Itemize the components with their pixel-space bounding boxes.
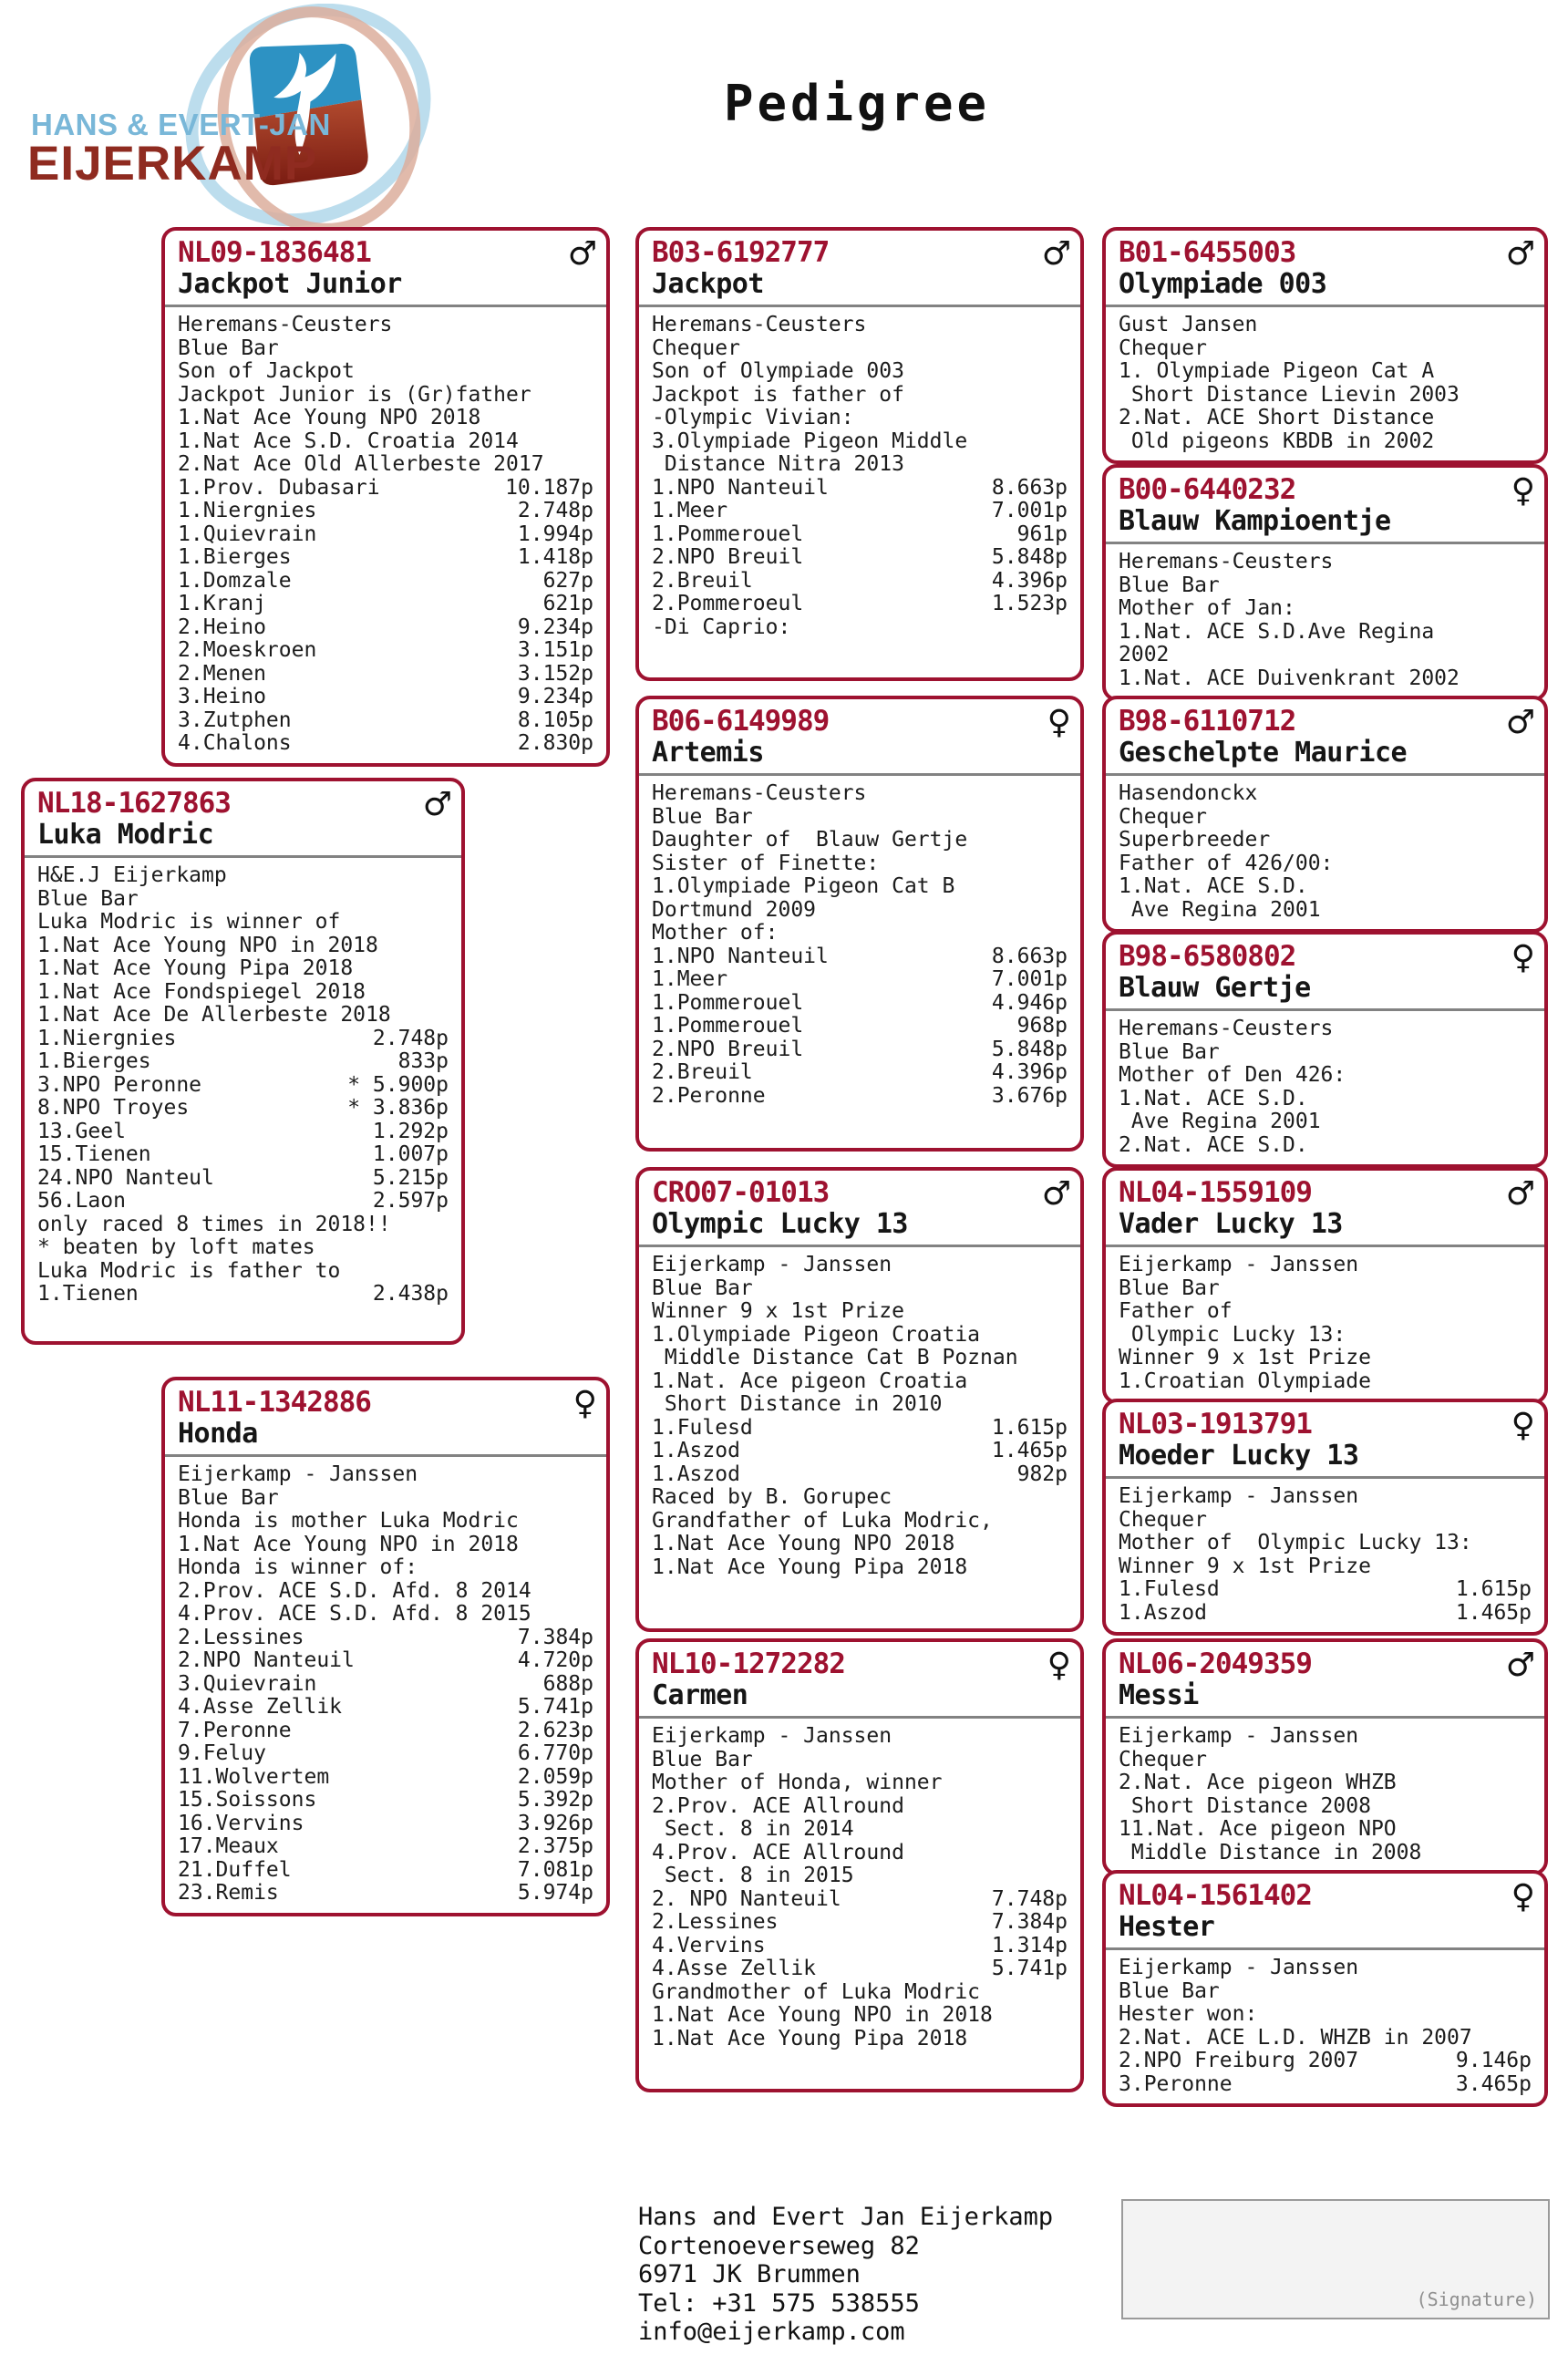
detail-line: Eijerkamp - Janssen: [1119, 1956, 1359, 1979]
pigeon-name: Blauw Kampioentje: [1119, 505, 1391, 537]
result-line: 2.Moeskroen 3.151p: [178, 638, 593, 662]
detail-line: 1.Nat Ace Fondspiegel 2018: [37, 979, 366, 1004]
box-jackpot: [635, 227, 1084, 681]
ring-number: B06-6149989: [652, 705, 830, 738]
pigeon-details: [178, 1457, 593, 1906]
ring-number: B98-6580802: [1119, 940, 1296, 973]
result-line: 1.Prov. Dubasari 10.187p: [178, 475, 593, 500]
result-line: 1.Niergnies 2.748p: [37, 1026, 449, 1050]
detail-line: Luka Modric is father to: [37, 1258, 341, 1283]
result-line: 3.NPO Peronne * 5.900p: [37, 1072, 449, 1097]
male-icon: ♂: [567, 235, 597, 273]
pigeon-name: Luka Modric: [37, 819, 214, 851]
detail-line: Heremans-Ceusters: [652, 781, 867, 805]
result-line: 1.Bierges 833p: [37, 1049, 449, 1073]
detail-line: Winner 9 x 1st Prize: [652, 1299, 904, 1323]
pigeon-name: Carmen: [652, 1679, 748, 1711]
result-line: 2.NPO Nanteuil 4.720p: [178, 1648, 593, 1672]
result-line: 13.Geel 1.292p: [37, 1119, 449, 1143]
ring-number: NL06-2049359: [1119, 1647, 1312, 1680]
male-icon: ♂: [1505, 235, 1535, 273]
result-line: 2.NPO Breuil 5.848p: [652, 1037, 1068, 1061]
result-line: 2.Breuil 4.396p: [652, 568, 1068, 593]
pigeon-name: Jackpot Junior: [178, 268, 402, 300]
contact-line: Hans and Evert Jan Eijerkamp: [638, 2203, 1054, 2231]
detail-line: Son of Olympiade 003: [652, 359, 904, 383]
detail-line: 1.Nat Ace Young Pipa 2018: [652, 1555, 968, 1579]
box-hester: [1102, 1870, 1548, 2107]
result-line: 1.Pommerouel 4.946p: [652, 990, 1068, 1015]
box-header: [25, 785, 461, 858]
detail-line: Father of: [1119, 1299, 1233, 1323]
detail-line: Sister of Finette:: [652, 851, 880, 875]
pigeon-details: [1119, 1950, 1532, 2096]
pigeon-name: Messi: [1119, 1679, 1199, 1711]
female-icon: ♀: [1511, 1407, 1535, 1444]
result-line: 1.Meer 7.001p: [652, 499, 1068, 522]
female-icon: ♀: [1511, 1878, 1535, 1916]
logo-line2: EIJERKAMP: [27, 137, 318, 191]
ring-number: B01-6455003: [1119, 236, 1296, 269]
contact-line: info@eijerkamp.com: [638, 2318, 905, 2346]
detail-line: Sect. 8 in 2015: [652, 1864, 854, 1887]
ring-number: NL09-1836481: [178, 236, 371, 269]
detail-line: * beaten by loft mates: [37, 1235, 315, 1259]
result-line: 1.Aszod 1.465p: [1119, 1600, 1532, 1625]
detail-line: 4.Prov. ACE Allround: [652, 1840, 904, 1864]
ring-number: B03-6192777: [652, 236, 830, 269]
box-carmen: [635, 1638, 1084, 2092]
detail-line: Short Distance 2008: [1119, 1793, 1371, 1818]
result-line: 1.Pommerouel 968p: [652, 1014, 1068, 1038]
detail-line: 1.Nat Ace Young NPO 2018: [652, 1532, 955, 1555]
contact-line: Cortenoeverseweg 82: [638, 2231, 920, 2260]
female-icon: ♀: [1511, 472, 1535, 510]
box-artemis: [635, 696, 1084, 1152]
detail-line: 1.Nat Ace S.D. Croatia 2014: [178, 429, 519, 453]
ring-number: NL11-1342886: [178, 1386, 371, 1419]
result-line: 7.Peronne 2.623p: [178, 1718, 593, 1742]
pigeon-name: Olympiade 003: [1119, 268, 1327, 300]
result-line: 1.Pommerouel 961p: [652, 522, 1068, 546]
detail-line: Mother of Honda, winner: [652, 1771, 943, 1794]
detail-line: 4.Prov. ACE S.D. Afd. 8 2015: [178, 1602, 531, 1626]
detail-line: Chequer: [1119, 1747, 1207, 1771]
result-line: 2.Menen 3.152p: [178, 661, 593, 686]
result-line: 24.NPO Nanteul 5.215p: [37, 1165, 449, 1190]
pigeon-details: [1119, 544, 1532, 690]
detail-line: Mother of Den 426:: [1119, 1063, 1346, 1087]
pigeon-name: Hester: [1119, 1911, 1215, 1943]
detail-line: Sect. 8 in 2014: [652, 1817, 854, 1841]
eijerkamp-logo: [7, 4, 445, 237]
result-line: 4.Asse Zellik 5.741p: [178, 1695, 593, 1719]
pigeon-details: [652, 776, 1068, 1108]
result-line: 4.Chalons 2.830p: [178, 731, 593, 755]
result-line: 3.Zutphen 8.105p: [178, 708, 593, 732]
detail-line: Hester won:: [1119, 2002, 1258, 2026]
result-line: 56.Laon 2.597p: [37, 1189, 449, 1213]
box-header: [1106, 1406, 1544, 1479]
detail-line: Eijerkamp - Janssen: [1119, 1253, 1359, 1276]
result-line: 9.Feluy 6.770p: [178, 1741, 593, 1765]
detail-line: Father of 426/00:: [1119, 851, 1334, 875]
pigeon-details: [178, 307, 593, 756]
detail-line: 1.Croatian Olympiade: [1119, 1369, 1371, 1393]
result-line: 21.Duffel 7.081p: [178, 1857, 593, 1882]
result-line: 11.Wolvertem 2.059p: [178, 1764, 593, 1789]
box-header: [1106, 1174, 1544, 1247]
box-blauw-gertje: [1102, 931, 1548, 1168]
result-line: 16.Vervins 3.926p: [178, 1811, 593, 1835]
detail-line: 1.Nat Ace Young NPO 2018: [178, 406, 481, 429]
result-line: 2.Breuil 4.396p: [652, 1060, 1068, 1084]
contact-line: 6971 JK Brummen: [638, 2260, 861, 2288]
pigeon-details: [1119, 307, 1532, 453]
detail-line: 2002: [1119, 643, 1170, 666]
detail-line: Blue Bar: [1119, 573, 1220, 597]
result-line: 2. NPO Nanteuil 7.748p: [652, 1886, 1068, 1911]
box-header: [1106, 1877, 1544, 1950]
box-geschelpte-maurice: [1102, 696, 1548, 933]
pigeon-details: [1119, 1719, 1532, 1864]
result-line: 2.Peronne 3.676p: [652, 1083, 1068, 1108]
detail-line: Mother of Jan:: [1119, 596, 1295, 620]
box-messi: [1102, 1638, 1548, 1875]
box-vader-lucky-13: [1102, 1167, 1548, 1404]
pigeon-details: [652, 1247, 1068, 1579]
signature-box: [1121, 2199, 1550, 2319]
detail-line: 1.Nat Ace Young NPO in 2018: [652, 2003, 993, 2027]
male-icon: ♂: [422, 786, 452, 823]
box-jackpot-junior: [161, 227, 610, 767]
male-icon: ♂: [1505, 1647, 1535, 1684]
result-line: 1.Niergnies 2.748p: [178, 499, 593, 522]
result-line: 23.Remis 5.974p: [178, 1881, 593, 1905]
result-line: 4.Vervins 1.314p: [652, 1933, 1068, 1957]
detail-line: 1.Nat. ACE S.D.: [1119, 874, 1308, 898]
detail-line: 1.Nat. ACE Duivenkrant 2002: [1119, 666, 1460, 690]
box-header: [1106, 938, 1544, 1011]
detail-line: 1.Nat. Ace pigeon Croatia: [652, 1369, 968, 1393]
detail-line: Blue Bar: [1119, 1978, 1220, 2003]
detail-line: 2.Nat. ACE L.D. WHZB in 2007: [1119, 2025, 1472, 2050]
detail-line: H&E.J Eijerkamp: [37, 863, 227, 887]
ring-number: B98-6110712: [1119, 705, 1296, 738]
detail-line: Blue Bar: [37, 886, 139, 911]
male-icon: ♂: [1041, 1175, 1071, 1213]
ring-number: NL04-1561402: [1119, 1879, 1312, 1912]
detail-line: Daughter of Blauw Gertje: [652, 828, 968, 852]
detail-line: Honda is winner of:: [178, 1555, 418, 1579]
detail-line: Eijerkamp - Janssen: [652, 1253, 892, 1276]
result-line: 1.Fulesd 1.615p: [652, 1415, 1068, 1440]
detail-line: Grandfather of Luka Modric,: [652, 1508, 993, 1533]
detail-line: 1.Olympiade Pigeon Cat B: [652, 874, 955, 898]
pigeon-name: Blauw Gertje: [1119, 972, 1311, 1004]
detail-line: 1.Olympiade Pigeon Croatia: [652, 1322, 981, 1347]
pigeon-details: [652, 307, 1068, 639]
detail-line: Mother of Olympic Lucky 13:: [1119, 1531, 1472, 1555]
result-line: 1.Kranj 621p: [178, 592, 593, 615]
contact-block: [638, 2203, 1053, 2347]
detail-line: Grandmother of Luka Modric: [652, 1979, 981, 2004]
detail-line: Dortmund 2009: [652, 897, 817, 922]
detail-line: Blue Bar: [652, 804, 753, 829]
detail-line: 1.Nat Ace Young Pipa 2018: [652, 2026, 968, 2050]
box-header: [639, 1646, 1080, 1719]
detail-line: 1.Nat Ace Young Pipa 2018: [37, 956, 354, 980]
detail-line: Blue Bar: [178, 1485, 279, 1510]
result-line: 1.Aszod 982p: [652, 1462, 1068, 1486]
logo-line1: HANS & EVERT-JAN: [31, 108, 331, 141]
detail-line: Son of Jackpot: [178, 359, 355, 383]
detail-line: 2.Nat. ACE S.D.: [1119, 1132, 1308, 1157]
detail-line: 2.Prov. ACE S.D. Afd. 8 2014: [178, 1578, 531, 1603]
detail-line: Short Distance in 2010: [652, 1392, 943, 1416]
contact-line: Tel: +31 575 538555: [638, 2288, 920, 2318]
box-header: [1106, 471, 1544, 544]
detail-line: -Olympic Vivian:: [652, 406, 854, 429]
pigeon-name: Geschelpte Maurice: [1119, 737, 1408, 769]
detail-line: Blue Bar: [1119, 1039, 1220, 1064]
box-header: [639, 703, 1080, 776]
result-line: 2.Lessines 7.384p: [652, 1910, 1068, 1934]
pigeon-details: [652, 1719, 1068, 2050]
result-line: 17.Meaux 2.375p: [178, 1834, 593, 1858]
result-line: 1.Bierges 1.418p: [178, 545, 593, 569]
pigeon-details: [1119, 1479, 1532, 1625]
result-line: 1.Quievrain 1.994p: [178, 522, 593, 546]
result-line: 1.Tienen 2.438p: [37, 1282, 449, 1306]
detail-line: Heremans-Ceusters: [652, 313, 867, 336]
detail-line: Heremans-Ceusters: [178, 313, 393, 336]
detail-line: Winner 9 x 1st Prize: [1119, 1346, 1371, 1369]
result-line: 2.Heino 9.234p: [178, 615, 593, 639]
box-header: [165, 234, 606, 307]
box-blauw-kampioentje: [1102, 464, 1548, 701]
detail-line: Chequer: [1119, 336, 1207, 360]
female-icon: ♀: [1511, 939, 1535, 976]
result-line: 3.Peronne 3.465p: [1119, 2071, 1532, 2096]
ring-number: NL18-1627863: [37, 787, 231, 820]
result-line: 2.Pommeroeul 1.523p: [652, 592, 1068, 615]
detail-line: 1.Nat Ace De Allerbeste 2018: [37, 1003, 391, 1027]
result-line: 1.Domzale 627p: [178, 568, 593, 593]
detail-line: Middle Distance in 2008: [1119, 1840, 1422, 1864]
result-line: 3.Quievrain 688p: [178, 1671, 593, 1696]
detail-line: only raced 8 times in 2018!!: [37, 1212, 391, 1236]
pigeon-name: Honda: [178, 1418, 258, 1450]
detail-line: 1. Olympiade Pigeon Cat A: [1119, 359, 1435, 383]
box-header: [1106, 234, 1544, 307]
male-icon: ♂: [1505, 1175, 1535, 1213]
detail-line: Mother of:: [652, 921, 779, 945]
detail-line: Ave Regina 2001: [1119, 897, 1321, 922]
detail-line: Chequer: [652, 336, 740, 360]
pigeon-details: [1119, 1011, 1532, 1157]
detail-line: Blue Bar: [178, 336, 279, 360]
result-line: 1.NPO Nanteuil 8.663p: [652, 475, 1068, 500]
result-line: 1.Meer 7.001p: [652, 967, 1068, 991]
detail-line: Luka Modric is winner of: [37, 910, 341, 934]
male-icon: ♂: [1041, 235, 1071, 273]
detail-line: Honda is mother Luka Modric: [178, 1509, 519, 1533]
signature-label: (Signature): [1416, 2288, 1537, 2310]
detail-line: Chequer: [1119, 804, 1207, 829]
page-title: Pedigree: [723, 75, 991, 133]
pigeon-name: Artemis: [652, 737, 764, 769]
result-line: 2.Lessines 7.384p: [178, 1625, 593, 1649]
detail-line: 1.Nat. ACE S.D.: [1119, 1086, 1308, 1110]
pigeon-details: [1119, 776, 1532, 922]
detail-line: Chequer: [1119, 1507, 1207, 1532]
detail-line: Middle Distance Cat B Poznan: [652, 1346, 1018, 1369]
detail-line: 11.Nat. Ace pigeon NPO: [1119, 1817, 1397, 1841]
detail-line: Superbreeder: [1119, 828, 1271, 852]
pigeon-name: Olympic Lucky 13: [652, 1208, 908, 1240]
result-line: 1.Fulesd 1.615p: [1119, 1577, 1532, 1601]
box-honda: [161, 1377, 610, 1916]
detail-line: 3.Olympiade Pigeon Middle: [652, 429, 968, 453]
female-icon: ♀: [573, 1385, 597, 1422]
detail-line: Olympic Lucky 13:: [1119, 1322, 1346, 1347]
detail-line: 2.Prov. ACE Allround: [652, 1793, 904, 1818]
box-header: [165, 1384, 606, 1457]
detail-line: Distance Nitra 2013: [652, 452, 904, 476]
detail-line: Ave Regina 2001: [1119, 1110, 1321, 1133]
result-line: 3.Heino 9.234p: [178, 685, 593, 708]
ring-number: B00-6440232: [1119, 473, 1296, 506]
detail-line: Blue Bar: [652, 1747, 753, 1771]
pigeon-name: Vader Lucky 13: [1119, 1208, 1343, 1240]
female-icon: ♀: [1047, 704, 1071, 741]
result-line: 4.Asse Zellik 5.741p: [652, 1957, 1068, 1980]
detail-line: Jackpot is father of: [652, 382, 904, 407]
detail-line: Hasendonckx: [1119, 781, 1258, 805]
detail-line: Eijerkamp - Janssen: [1119, 1724, 1359, 1748]
pigeon-details: [37, 858, 449, 1307]
detail-line: Heremans-Ceusters: [1119, 1017, 1334, 1040]
detail-line: Blue Bar: [1119, 1276, 1220, 1300]
result-line: 1.Aszod 1.465p: [652, 1439, 1068, 1462]
result-line: 15.Tienen 1.007p: [37, 1142, 449, 1166]
detail-line: Blue Bar: [652, 1276, 753, 1300]
detail-line: Jackpot Junior is (Gr)father: [178, 382, 531, 407]
pigeon-name: Jackpot: [652, 268, 764, 300]
detail-line: Old pigeons KBDB in 2002: [1119, 429, 1435, 453]
detail-line: Heremans-Ceusters: [1119, 550, 1334, 573]
male-icon: ♂: [1505, 704, 1535, 741]
detail-line: 2.Nat. ACE Short Distance: [1119, 406, 1435, 429]
result-line: 1.NPO Nanteuil 8.663p: [652, 944, 1068, 968]
detail-line: Eijerkamp - Janssen: [1119, 1484, 1359, 1508]
ring-number: NL03-1913791: [1119, 1408, 1312, 1441]
result-line: 8.NPO Troyes * 3.836p: [37, 1096, 449, 1120]
detail-line: 2.Nat. Ace pigeon WHZB: [1119, 1771, 1397, 1794]
result-line: 2.NPO Freiburg 2007 9.146p: [1119, 2049, 1532, 2072]
ring-number: NL10-1272282: [652, 1647, 845, 1680]
box-moeder-lucky-13: [1102, 1399, 1548, 1636]
box-header: [639, 234, 1080, 307]
box-olympic-lucky-13: [635, 1167, 1084, 1632]
detail-line: Short Distance Lievin 2003: [1119, 382, 1460, 407]
pigeon-details: [1119, 1247, 1532, 1393]
detail-line: 1.Nat. ACE S.D.Ave Regina: [1119, 619, 1435, 644]
box-header: [639, 1174, 1080, 1247]
detail-line: Raced by B. Gorupec: [652, 1485, 892, 1509]
ring-number: CRO07-01013: [652, 1176, 830, 1209]
result-line: 2.NPO Breuil 5.848p: [652, 545, 1068, 569]
detail-line: 2.Nat Ace Old Allerbeste 2017: [178, 452, 544, 476]
detail-line: 1.Nat Ace Young NPO in 2018: [37, 933, 378, 957]
pigeon-name: Moeder Lucky 13: [1119, 1440, 1359, 1472]
detail-line: Eijerkamp - Janssen: [652, 1724, 892, 1748]
detail-line: Winner 9 x 1st Prize: [1119, 1554, 1371, 1578]
box-header: [1106, 703, 1544, 776]
ring-number: NL04-1559109: [1119, 1176, 1312, 1209]
detail-line: 1.Nat Ace Young NPO in 2018: [178, 1532, 519, 1556]
detail-line: Gust Jansen: [1119, 313, 1258, 336]
box-luka-modric: [21, 778, 465, 1345]
female-icon: ♀: [1047, 1647, 1071, 1684]
result-line: 15.Soissons 5.392p: [178, 1788, 593, 1812]
box-olympiade-003: [1102, 227, 1548, 464]
box-header: [1106, 1646, 1544, 1719]
detail-line: -Di Caprio:: [652, 615, 791, 639]
detail-line: Eijerkamp - Janssen: [178, 1462, 418, 1486]
